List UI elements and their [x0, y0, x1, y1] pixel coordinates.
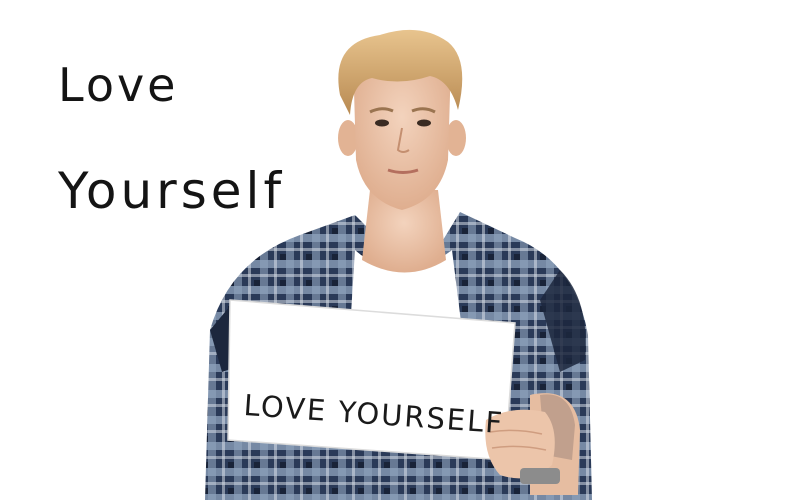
sign-text: LOVE YOURSELF [242, 388, 506, 441]
left-ear [338, 120, 358, 156]
wristwatch [520, 468, 560, 484]
right-eye [417, 120, 431, 127]
title-love: Love [58, 58, 179, 112]
title-yourself: Yourself [58, 162, 286, 220]
left-eye [375, 120, 389, 127]
